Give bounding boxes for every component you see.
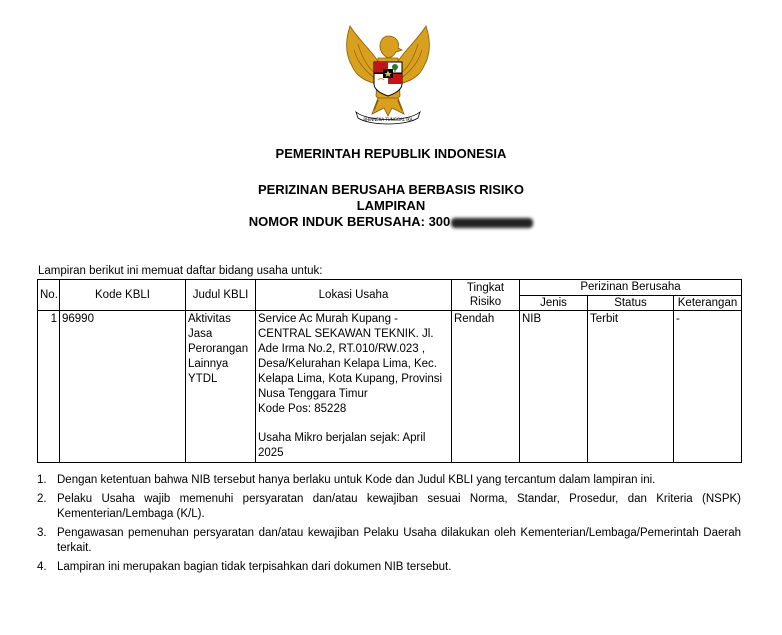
cell-status: Terbit [588, 311, 674, 463]
lokasi-kode-pos: Kode Pos: 85228 [258, 403, 347, 415]
shield [374, 62, 402, 96]
header-lokasi-usaha: Lokasi Usaha [256, 280, 452, 311]
intro-text: Lampiran berikut ini memuat daftar bidang usaha untuk: [38, 265, 323, 277]
header-tingkat-risiko: Tingkat Risiko [452, 280, 520, 311]
document-subtitle: LAMPIRAN [356, 198, 426, 213]
table-row [38, 311, 742, 463]
header-jenis: Jenis [520, 295, 588, 311]
lokasi-address: Service Ac Murah Kupang - CENTRAL SEKAWAN TEKNIK. Jl. Ade Irma No.2, RT.010/RW.023 , Desa/Kelurahan Kelapa Lima, Kec. Kelapa Lima, Kota Kupang, Provinsi Nusa Tenggara Timur [258, 313, 443, 400]
list-item: 4. Lampiran ini merupakan bagian tidak terpisahkan dari dokumen NIB tersebut. [37, 561, 452, 573]
cell-jenis: NIB [520, 311, 588, 463]
header-keterangan: Keterangan [674, 295, 742, 311]
list-item: 1. Dengan ketentuan bahwa NIB tersebut hanya berlaku untuk Kode dan Judul KBLI yang tercantum dalam lampiran ini. [37, 474, 656, 486]
cell-no: 1 [38, 311, 60, 463]
cell-keterangan: - [674, 311, 742, 463]
list-item: 3. Pengawasan pemenuhan persyaratan dan/atau kewajiban Pelaku Usaha dilakukan oleh Kementerian/Lembaga/Pemerintah Daerah terkait. [37, 527, 741, 554]
document-title: PERIZINAN BERUSAHA BERBASIS RISIKO [257, 182, 525, 197]
government-heading: PEMERINTAH REPUBLIK INDONESIA [275, 146, 507, 161]
cell-lokasi-usaha [256, 311, 452, 463]
notes-list [37, 473, 741, 579]
header-no: No. [38, 280, 60, 311]
lokasi-usaha-mikro: Usaha Mikro berjalan sejak: April 2025 [258, 432, 426, 459]
header-perizinan-berusaha: Perizinan Berusaha [520, 280, 742, 296]
cell-judul-kbli: Aktivitas Jasa Perorangan Lainnya YTDL [186, 311, 256, 463]
nib-line [0, 214, 782, 229]
head [380, 36, 402, 58]
header-judul-kbli: Judul KBLI [186, 280, 256, 311]
header-status: Status [588, 295, 674, 311]
list-item: 2. Pelaku Usaha wajib memenuhi persyaratan dan/atau kewajiban sesuai Norma, Standar, Prosedur, dan Kriteria (NSPK) Kementerian/Lembaga (K/L). [37, 493, 741, 520]
nib-label: NOMOR INDUK BERUSAHA: 300 [248, 214, 451, 229]
header-kode-kbli: Kode KBLI [60, 280, 186, 311]
cell-kode-kbli: 96990 [60, 311, 186, 463]
garuda-pancasila-emblem-icon [338, 22, 438, 126]
motto-text: BHINNEKA TUNGGAL IKA [363, 117, 413, 122]
cell-tingkat-risiko: Rendah [452, 311, 520, 463]
redacted-nib-number [451, 218, 533, 228]
kbli-table [37, 279, 742, 463]
